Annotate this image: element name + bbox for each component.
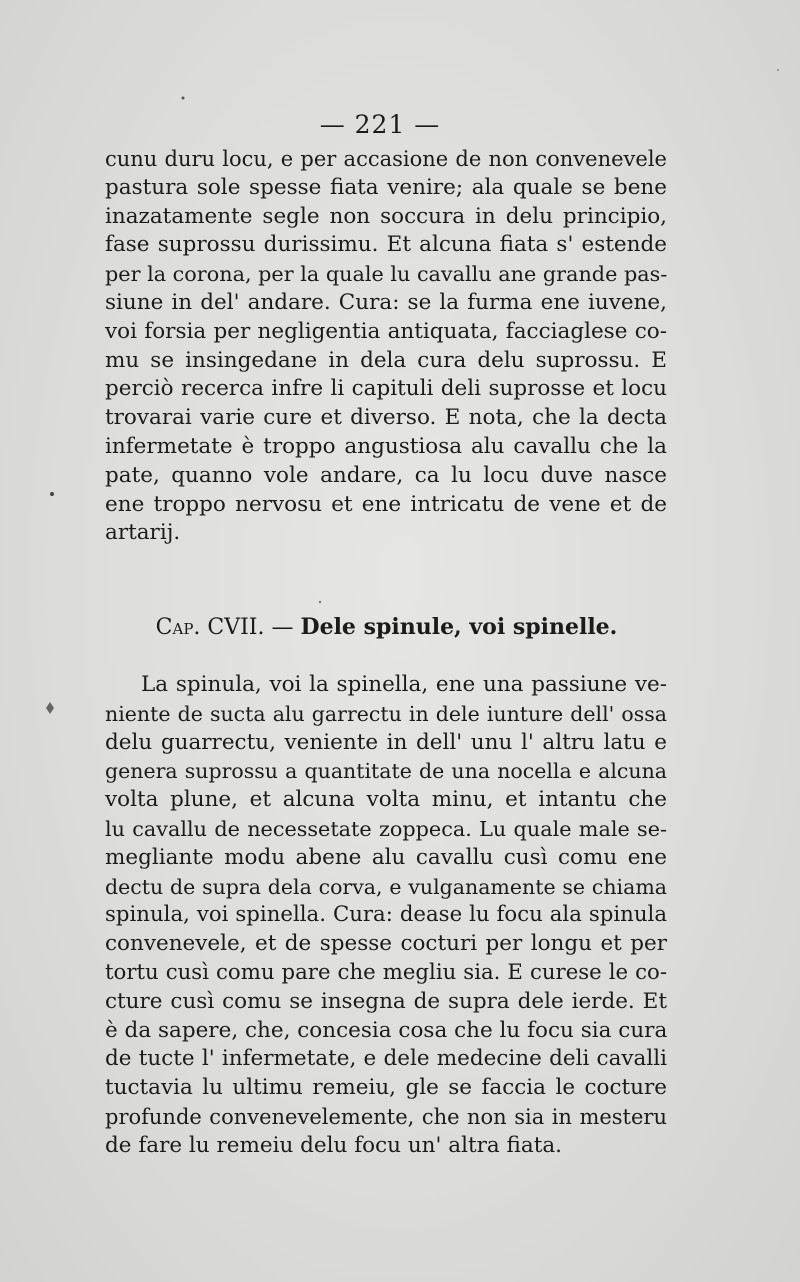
text-line: de fare lu remeiu delu focu un' altra fiata. bbox=[105, 1132, 562, 1158]
text-line: tortu cusì comu pare che megliu sia. E curese le co- bbox=[105, 959, 667, 985]
chapter-number: Cap. CVII. — bbox=[155, 615, 294, 640]
text-line: voi forsia per negligentia antiquata, facciaglese co- bbox=[105, 318, 667, 344]
text-line: cunu duru locu, e per accasione de non convenevele bbox=[105, 147, 667, 171]
text-line: dectu de supra dela corva, e vulganamente se chiama bbox=[105, 874, 667, 899]
text-line: per la corona, per la quale lu cavallu ane grande pas- bbox=[105, 262, 668, 287]
text-line: fase suprossu durissimu. Et alcuna fiata s' estende bbox=[105, 232, 667, 258]
chapter-title: Dele spinule, voi spinelle. bbox=[300, 614, 618, 640]
text-line: pastura sole spesse fiata venire; ala quale se bene bbox=[105, 174, 667, 200]
paragraph-1 bbox=[105, 145, 667, 548]
text-line: cture cusì comu se insegna de supra dele ierde. Et bbox=[105, 988, 667, 1014]
text-line: è da sapere, che, concesia cosa che lu focu sia cura bbox=[105, 1017, 668, 1043]
text-line: perciò recerca infre li capituli deli suprosse et locu bbox=[105, 376, 667, 402]
text-line: lu cavallu de necessetate zoppeca. Lu quale male se- bbox=[105, 816, 667, 841]
text-line: de tucte l' infermetate, e dele medecine deli cavalli bbox=[105, 1046, 667, 1072]
text-line: megliante modu abene alu cavallu cusì comu ene bbox=[105, 844, 667, 870]
text-line: ene troppo nervosu et ene intricatu de vene et de bbox=[105, 491, 667, 517]
text-line: convenevele, et de spesse cocturi per longu et per bbox=[105, 931, 667, 957]
text-line: pate, quanno vole andare, ca lu locu duve nasce bbox=[105, 462, 667, 488]
text-line: trovarai varie cure et diverso. E nota, che la decta bbox=[105, 405, 667, 431]
text-line: tuctavia lu ultimu remeiu, gle se faccia le cocture bbox=[105, 1075, 667, 1101]
text-line: mu se insingedane in dela cura delu suprossu. E bbox=[105, 347, 667, 373]
text-line: genera suprossu a quantitate de una nocella e alcuna bbox=[105, 759, 667, 784]
paragraph-2 bbox=[105, 671, 667, 1161]
text-line: niente de sucta alu garrectu in dele iunture dell' ossa bbox=[105, 701, 667, 726]
text-line: delu guarrectu, veniente in dell' unu l' altru latu e bbox=[105, 729, 667, 755]
chapter-heading bbox=[0, 614, 773, 640]
text-line: La spinula, voi la spinella, ene una passiune ve- bbox=[141, 672, 667, 697]
text-line: inazatamente segle non soccura in delu principio, bbox=[105, 203, 667, 229]
text-line: infermetate è troppo angustiosa alu cavallu che la bbox=[105, 433, 667, 459]
text-line: profunde convenevelemente, che non sia in mesteru bbox=[105, 1104, 667, 1129]
text-line: artarij. bbox=[105, 520, 181, 546]
text-line: spinula, voi spinella. Cura: dease lu focu ala spinula bbox=[105, 902, 667, 928]
text-line: siune in del' andare. Cura: se la furma ene iuvene, bbox=[105, 289, 667, 315]
page-number: — 221 — bbox=[319, 110, 441, 139]
text-line: volta plune, et alcuna volta minu, et intantu che bbox=[105, 787, 667, 813]
